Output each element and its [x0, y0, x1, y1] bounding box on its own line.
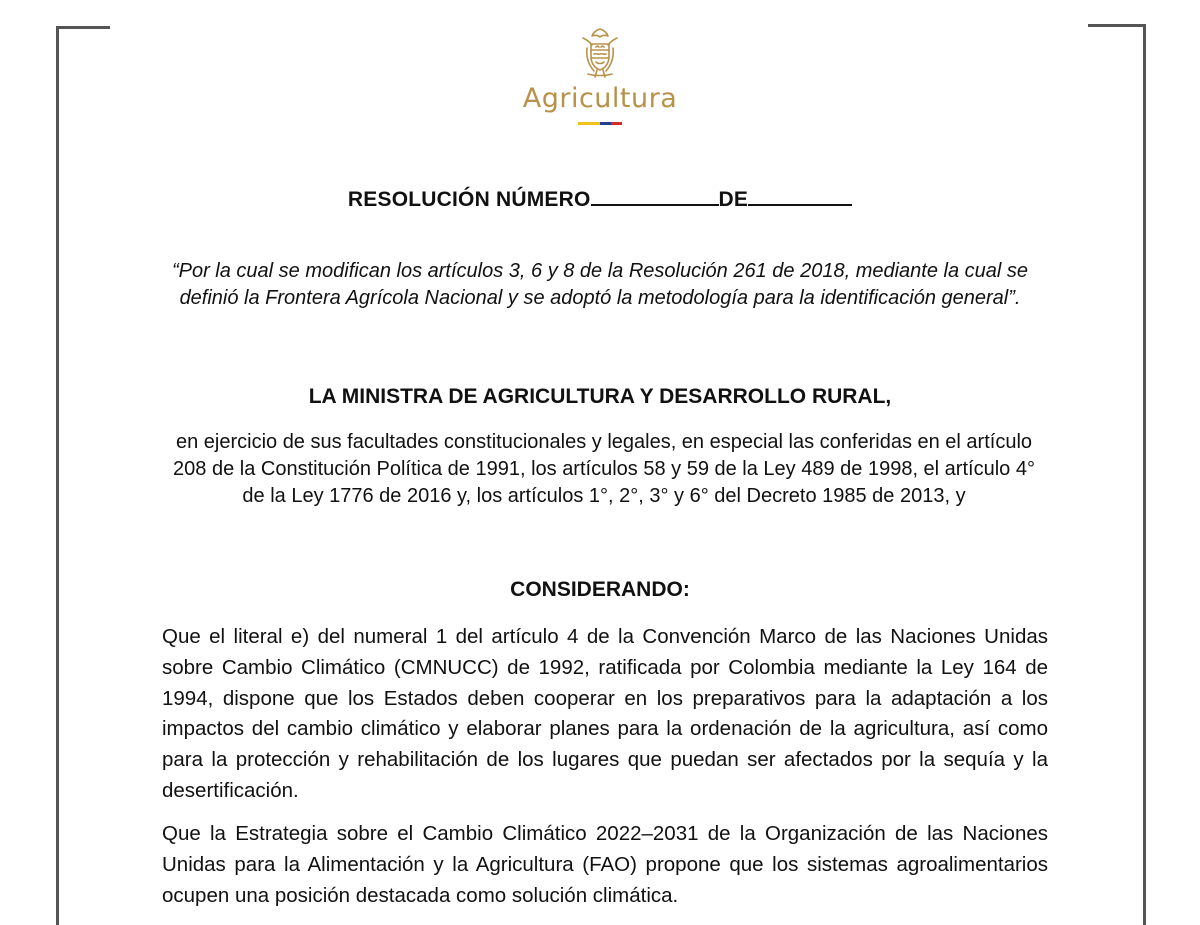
brand-name: Agricultura — [522, 83, 678, 114]
resolution-number-blank — [591, 186, 719, 206]
flag-blue-stripe — [600, 122, 611, 125]
flag-yellow-stripe — [578, 122, 600, 125]
resolution-title — [0, 186, 1200, 212]
resolution-number-label: RESOLUCIÓN NÚMERO — [347, 188, 591, 211]
frame-right-vertical — [1143, 24, 1146, 925]
resolution-subject: “Por la cual se modifican los artículos 3, 6 y 8 de la Resolución 261 de 2018, mediante la cual se definió la Frontera Agrícola Nacional y se adoptó la metodología para la identificación general”. — [171, 260, 1029, 309]
resolution-date-label: DE — [718, 188, 749, 211]
authority-title: LA MINISTRA DE AGRICULTURA Y DESARROLLO RURAL, — [308, 385, 892, 408]
flag-red-stripe — [611, 122, 622, 125]
considering-paragraph-1: Que el literal e) del numeral 1 del artículo 4 de la Convención Marco de las Naciones Unidas sobre Cambio Climático (CMNUCC) de 1992, ratificada por Colombia mediante la Ley 164 de 1994, dispone que los Estados deben cooperar en los preparativos para la adaptación a los impactos del cambio climático y elaborar planes para la ordenación de la agricultura, así como para la protección y rehabilitación de los lugares que puedan ser afectados por la sequía y la desertificación. — [162, 625, 1048, 802]
colombia-flag-stripe — [578, 122, 622, 125]
resolution-date-blank — [748, 186, 852, 206]
considering-heading: CONSIDERANDO: — [510, 578, 690, 601]
authority-faculties: en ejercicio de sus facultades constitucionales y legales, en especial las conferidas en el artículo 208 de la Constitución Política de 1991, los artículos 58 y 59 de la Ley 489 de 1998, el artículo 4° de la Ley 1776 de 2016 y, los artículos 1°, 2°, 3° y 6° del Decreto 1985 de 2013, y — [173, 431, 1035, 507]
ministry-logo — [0, 26, 1200, 125]
frame-left-vertical — [56, 26, 59, 925]
considering-paragraph-2: Que la Estrategia sobre el Cambio Climático 2022–2031 de la Organización de las Naciones Unidas para la Alimentación y la Agricultura (FAO) propone que los sistemas agroalimentarios ocupen una posición destacada como solución climática. — [162, 822, 1048, 907]
colombian-coat-of-arms-icon — [578, 26, 622, 80]
